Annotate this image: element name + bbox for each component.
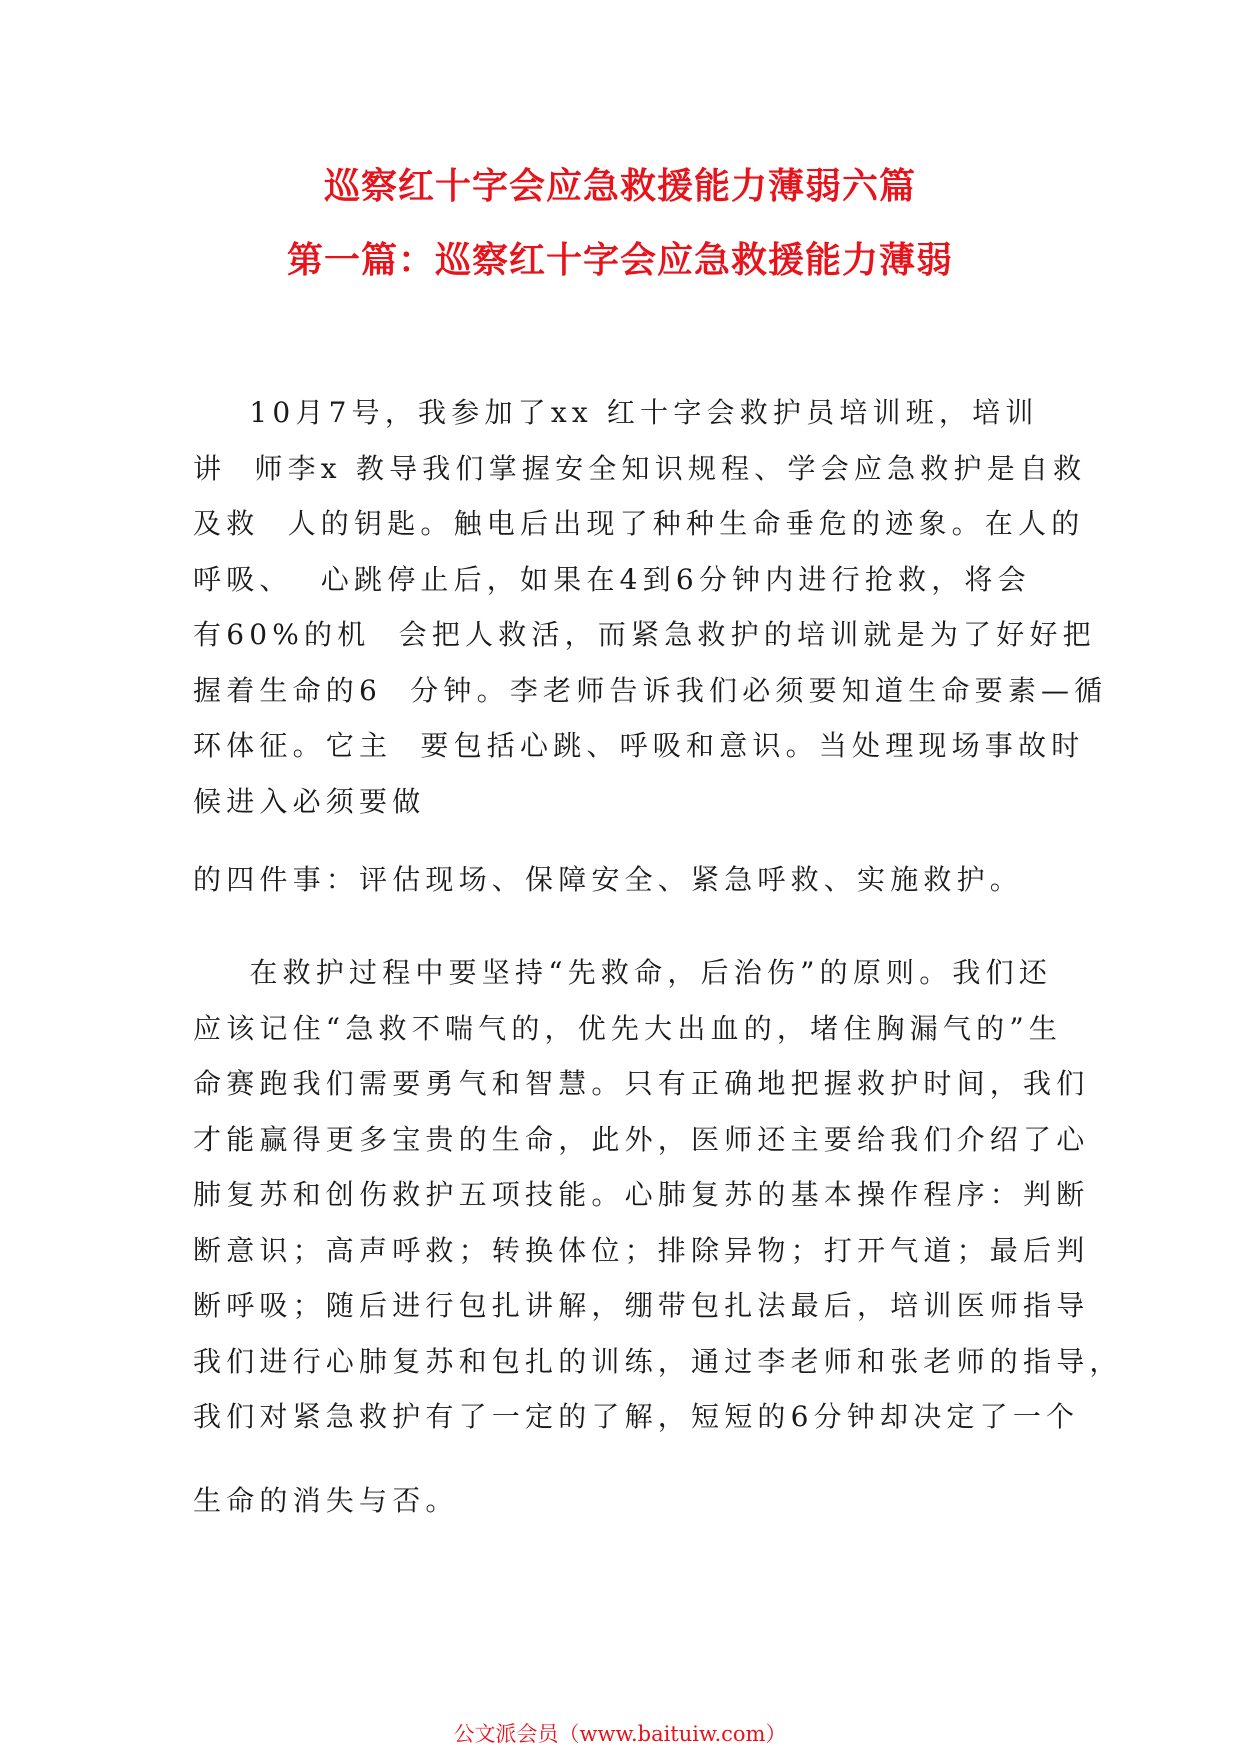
text-line: 我们对紧急救护有了一定的了解，短短的6分钟却决定了一个 xyxy=(193,1400,1080,1433)
text-line: 讲 师李x 教导我们掌握安全知识规程、学会应急救护是自救 xyxy=(193,451,1087,485)
document-title: 巡察红十字会应急救援能力薄弱六篇 xyxy=(323,166,916,207)
text-line: 命赛跑我们需要勇气和智慧。只有正确地把握救护时间，我们 xyxy=(193,1067,1090,1100)
text-line: 断意识；高声呼救；转换体位；排除异物；打开气道；最后判 xyxy=(193,1233,1090,1267)
text-line: 断呼吸；随后进行包扎讲解，绷带包扎法最后，培训医师指导 xyxy=(193,1289,1090,1322)
text-line: 呼吸、 心跳停止后，如果在4到6分钟内进行抢救，将会 xyxy=(193,562,1031,596)
text-line: 我们进行心肺复苏和包扎的训练，通过李老师和张老师的指导， xyxy=(193,1344,1123,1378)
text-line: 10月7号，我参加了xx 红十字会救护员培训班，培训 xyxy=(193,396,1039,429)
body-paragraph-2 xyxy=(193,852,1055,908)
text-line: 生命的消失与否。 xyxy=(193,1484,459,1517)
text-line: 在救护过程中要坚持“先救命，后治伤”的原则。我们还 xyxy=(193,956,1053,989)
body-paragraph-3 xyxy=(193,945,1123,1445)
body-paragraph-1 xyxy=(193,385,1108,829)
text-line: 握着生命的6 分钟。李老师告诉我们必须要知道生命要素—循 xyxy=(193,673,1108,707)
text-line: 环体征。它主 要包括心跳、呼吸和意识。当处理现场事故时 xyxy=(193,729,1085,762)
body-paragraph-4 xyxy=(193,1473,1055,1529)
text-line: 才能赢得更多宝贵的生命，此外，医师还主要给我们介绍了心 xyxy=(193,1122,1090,1156)
text-line: 有60%的机 会把人救活，而紧急救护的培训就是为了好好把 xyxy=(193,618,1096,651)
text-line: 肺复苏和创伤救护五项技能。心肺复苏的基本操作程序：判断 xyxy=(193,1178,1090,1211)
footer-watermark: 公文派会员（www.baituiw.com） xyxy=(453,1722,787,1746)
text-line: 应该记住“急救不喘气的，优先大出血的，堵住胸漏气的”生 xyxy=(193,1011,1063,1045)
text-line: 及救 人的钥匙。触电后出现了种种生命垂危的迹象。在人的 xyxy=(193,507,1085,540)
text-line: 候进入必须要做 xyxy=(193,784,426,818)
text-line: 的四件事：评估现场、保障安全、紧急呼救、实施救护。 xyxy=(193,863,1024,896)
document-subtitle: 第一篇：巡察红十字会应急救援能力薄弱 xyxy=(286,240,953,281)
